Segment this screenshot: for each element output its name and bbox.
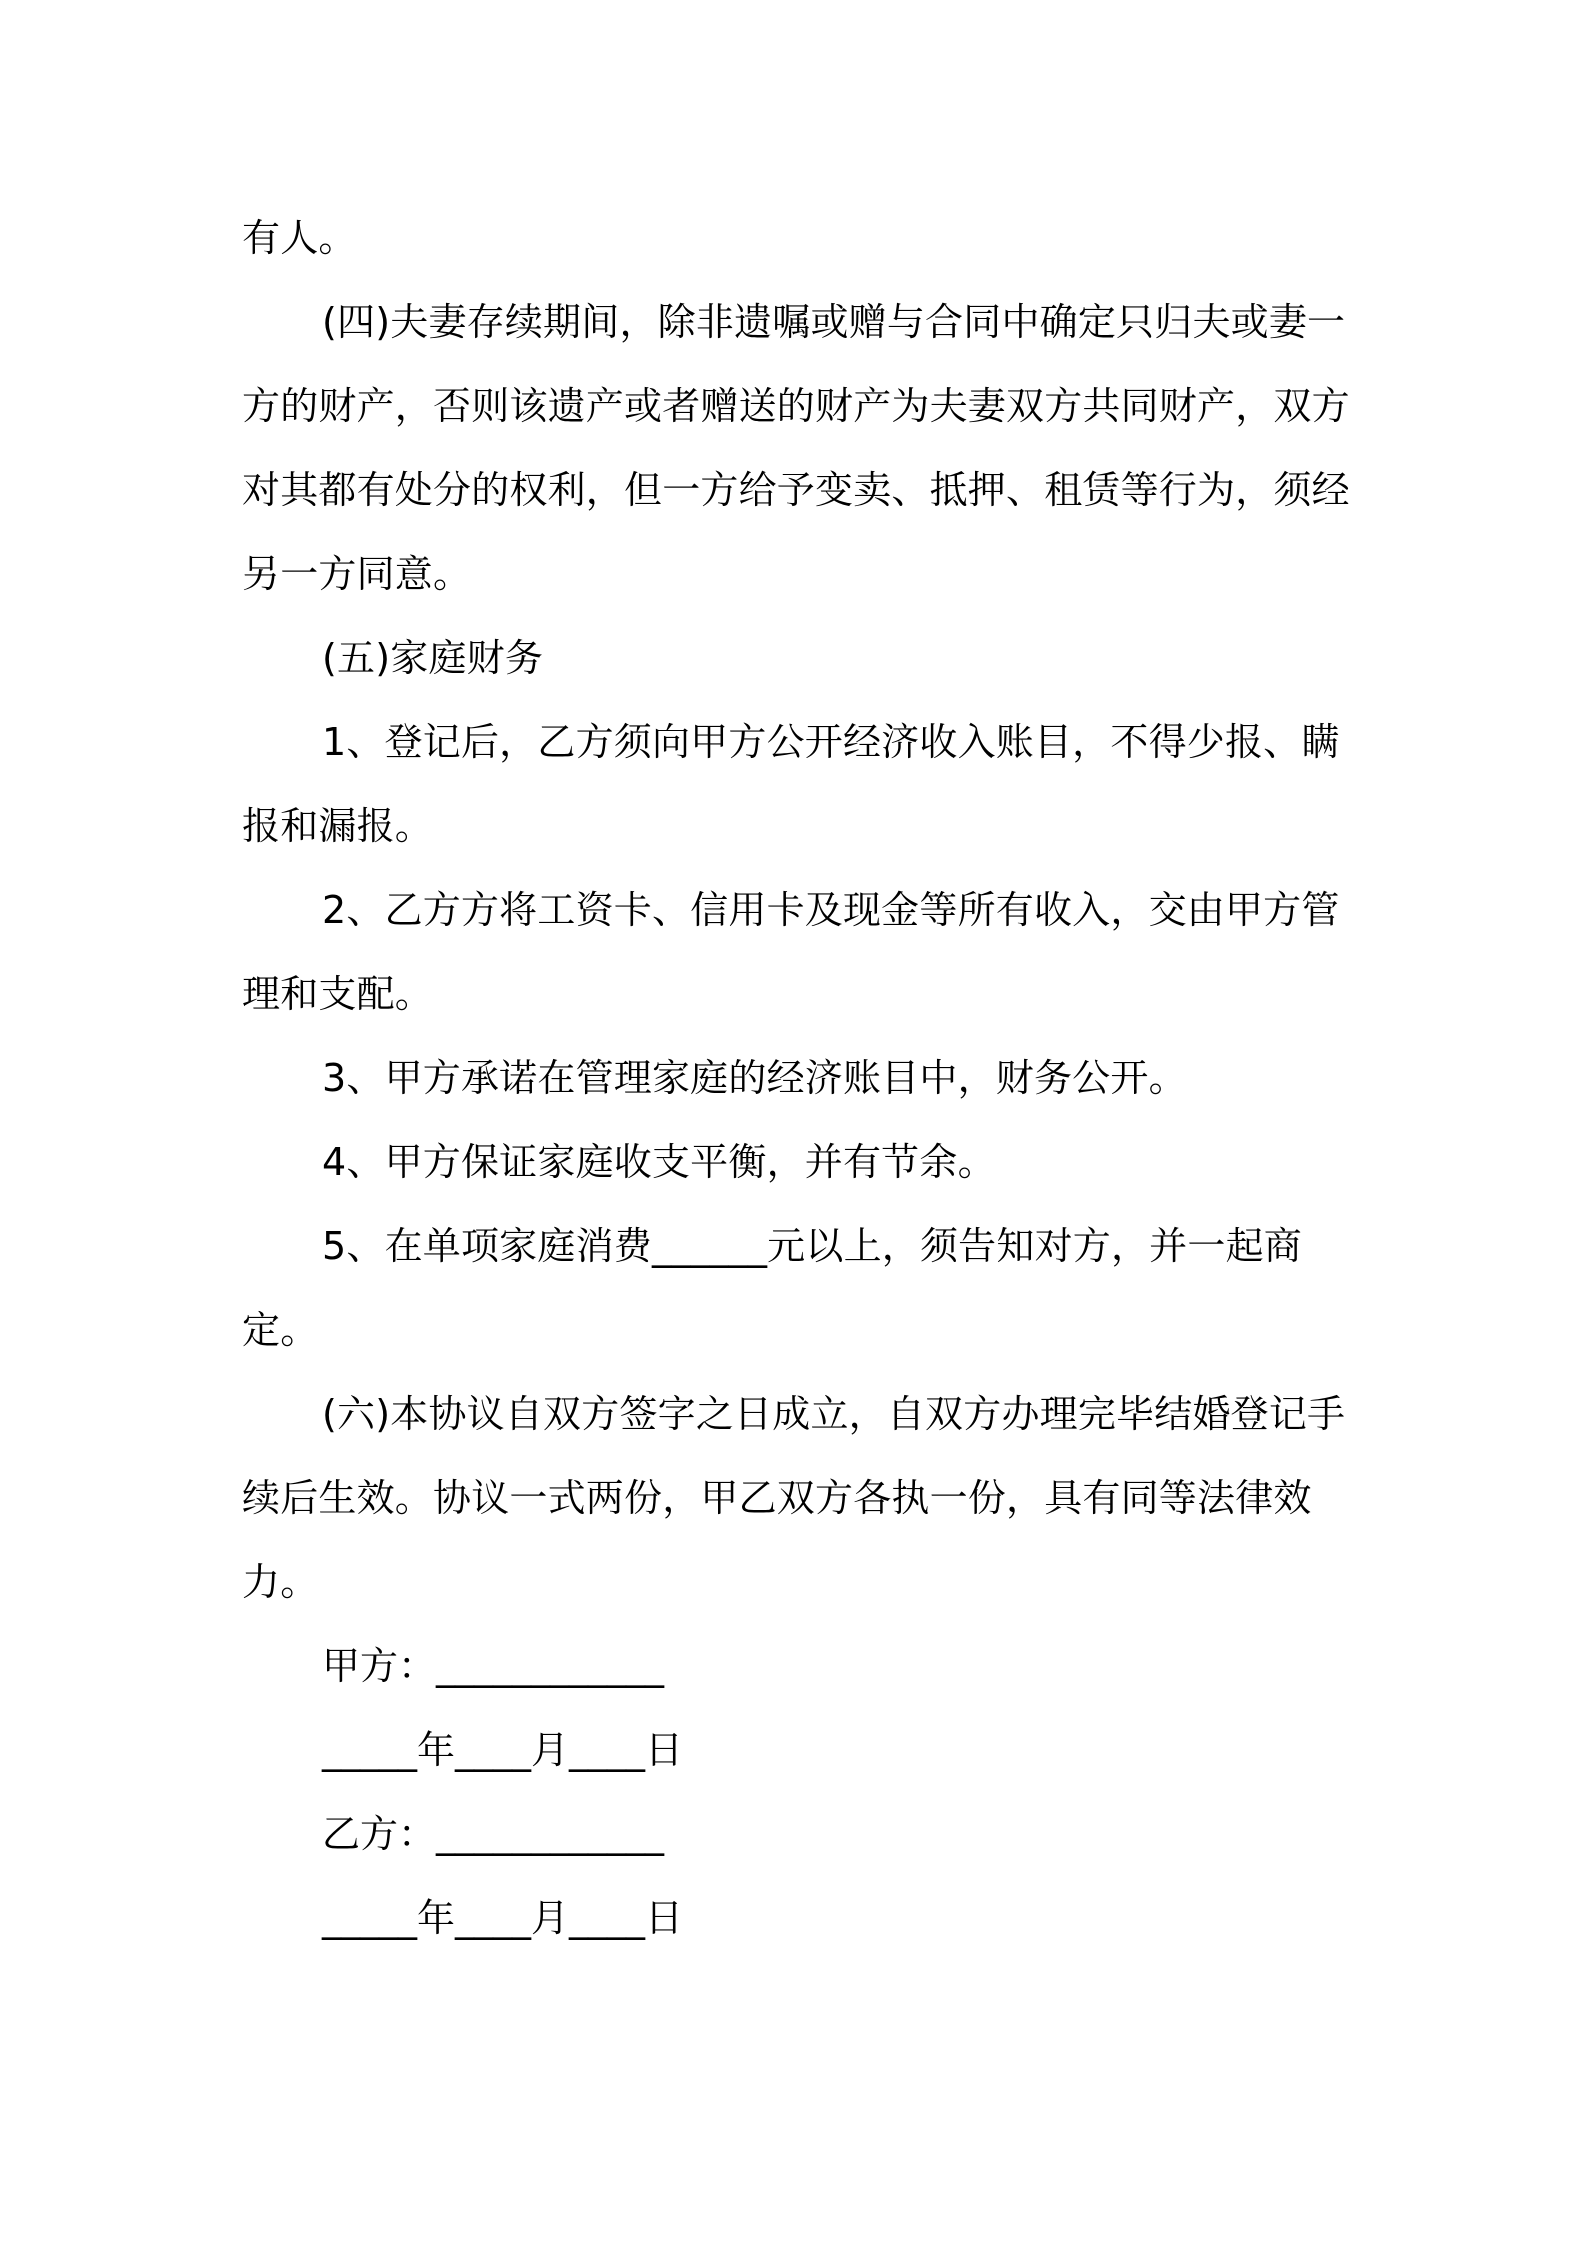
party-b-date-line: _____年____月____日 (322, 1896, 684, 1940)
paragraph-item-2: 2、乙方方将工资卡、信用卡及现金等所有收入，交由甲方管理和支配。 (242, 888, 1340, 1016)
paragraph-continuation: 有人。 (242, 216, 357, 260)
paragraph-item-1: 1、登记后，乙方须向甲方公开经济收入账目，不得少报、瞒报和漏报。 (242, 720, 1340, 848)
paragraph-clause-4: (四)夫妻存续期间，除非遗嘱或赠与合同中确定只归夫或妻一方的财产，否则该遗产或者赠送的财产为夫妻双方共同财产，双方对其都有处分的权利，但一方给予变卖、抵押、租赁等行为，须经另一方同意。 (242, 300, 1350, 596)
paragraph-item-4: 4、甲方保证家庭收支平衡，并有节余。 (322, 1140, 996, 1184)
party-a-date-line: _____年____月____日 (322, 1728, 684, 1772)
paragraph-item-3: 3、甲方承诺在管理家庭的经济账目中，财务公开。 (322, 1056, 1187, 1100)
paragraph-clause-6: (六)本协议自双方签字之日成立，自双方办理完毕结婚登记手续后生效。协议一式两份，甲乙双方各执一份，具有同等法律效力。 (242, 1392, 1346, 1604)
paragraph-item-5: 5、在单项家庭消费______元以上，须告知对方，并一起商定。 (242, 1224, 1302, 1352)
paragraph-clause-5-heading: (五)家庭财务 (322, 636, 544, 680)
party-a-signature-line: 甲方：____________ (322, 1644, 665, 1688)
party-b-signature-line: 乙方：____________ (322, 1812, 665, 1856)
document-body (242, 196, 1358, 1960)
